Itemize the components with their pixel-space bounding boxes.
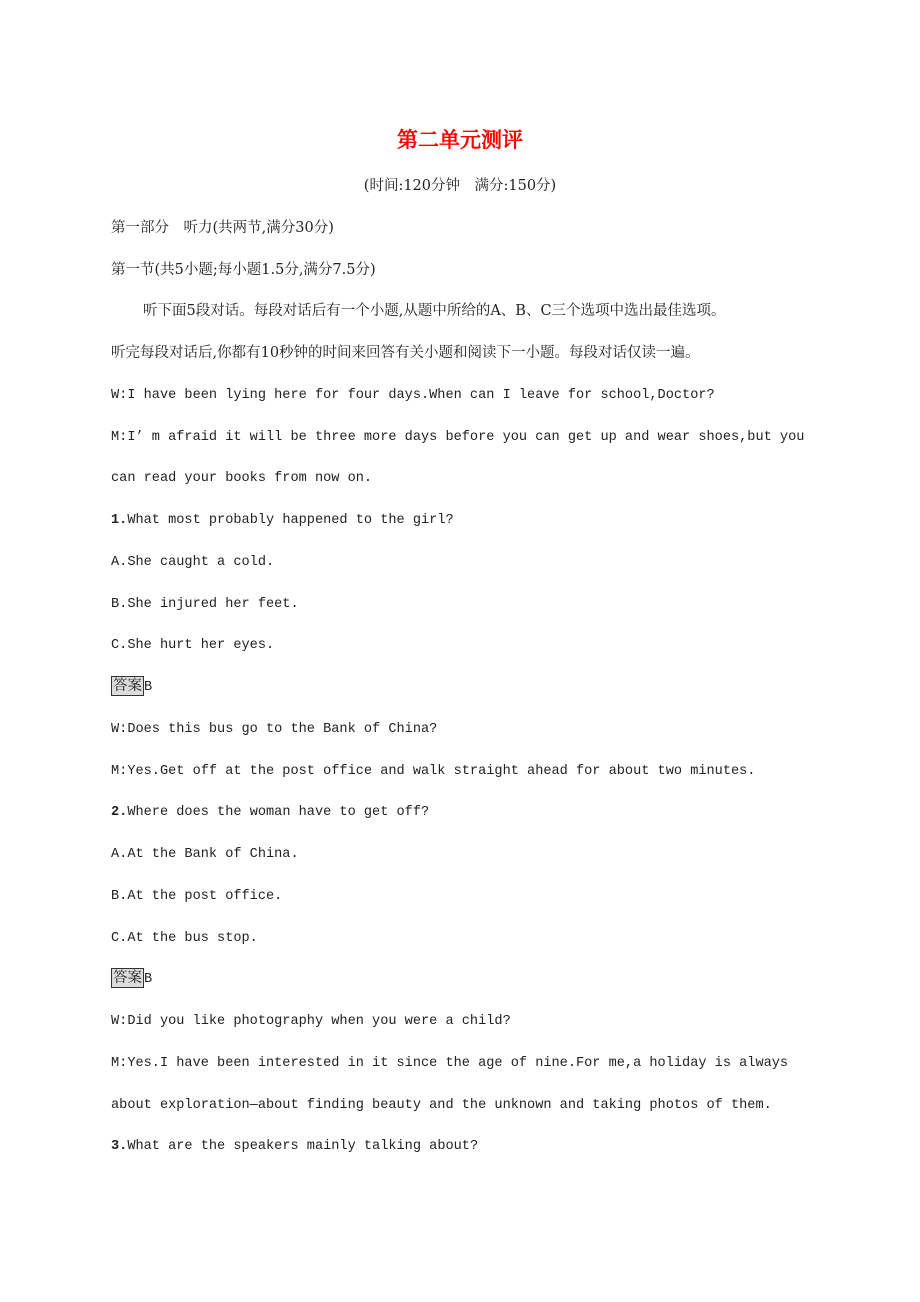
answer-1 [111, 667, 831, 709]
question-1 [111, 500, 831, 542]
option-a: A.At the Bank of China. [111, 847, 299, 862]
option-c: C.She hurt her eyes. [111, 638, 275, 654]
answer-label: 答案 [113, 678, 142, 694]
dialog-line: can read your books from now on. [111, 471, 373, 487]
option-c: C.At the bus stop. [111, 930, 258, 946]
dialog-line: W:Does this bus go to the Bank of China? [111, 721, 438, 737]
question-number: 2. [111, 805, 128, 821]
dialog-line: about exploration—about finding beauty and the unknown and taking photos of them. [111, 1097, 772, 1113]
dialog-line: M:Yes.I have been interested in it since the age of nine.For me,a holiday is always [111, 1055, 789, 1071]
instructions-line: 听下面5段对话。每段对话后有一个小题,从题中所给的A、B、C三个选项中选出最佳选项。 [143, 303, 726, 320]
question-text: Where does the woman have to get off? [127, 805, 430, 821]
dialog-line: W:Did you like photography when you were a child? [111, 1014, 511, 1029]
section-heading: 第一节(共5小题;每小题1.5分,满分7.5分) [111, 261, 376, 278]
part-heading: 第一部分 听力(共两节,满分30分) [111, 219, 334, 236]
question-2 [111, 792, 831, 834]
option-b: B.She injured her feet. [111, 596, 299, 612]
answer-value: B [144, 680, 153, 695]
dialog-line: M:Yes.Get off at the post office and walk straight ahead for about two minutes. [111, 763, 756, 779]
question-number: 3. [111, 1139, 128, 1155]
subtitle: (时间:120分钟 满分:150分) [363, 178, 557, 194]
option-a: A.She caught a cold. [111, 554, 275, 570]
option-b: B.At the post office. [111, 888, 283, 904]
answer-value: B [144, 972, 153, 988]
document-title: 第二单元测评 [397, 127, 523, 152]
question-number: 1. [111, 513, 128, 528]
dialog-line: M:I’ m afraid it will be three more days before you can get up and wear shoes,but you [111, 429, 805, 445]
answer-2 [111, 959, 831, 1001]
question-text: What most probably happened to the girl? [127, 513, 454, 528]
question-text: What are the speakers mainly talking about? [127, 1139, 479, 1155]
document-body [111, 166, 831, 1168]
answer-label: 答案 [113, 970, 142, 987]
dialog-line: W:I have been lying here for four days.When can I leave for school,Doctor? [111, 387, 715, 403]
question-3 [111, 1126, 831, 1168]
instructions-line: 听完每段对话后,你都有10秒钟的时间来回答有关小题和阅读下一小题。每段对话仅读一遍。 [111, 345, 700, 361]
